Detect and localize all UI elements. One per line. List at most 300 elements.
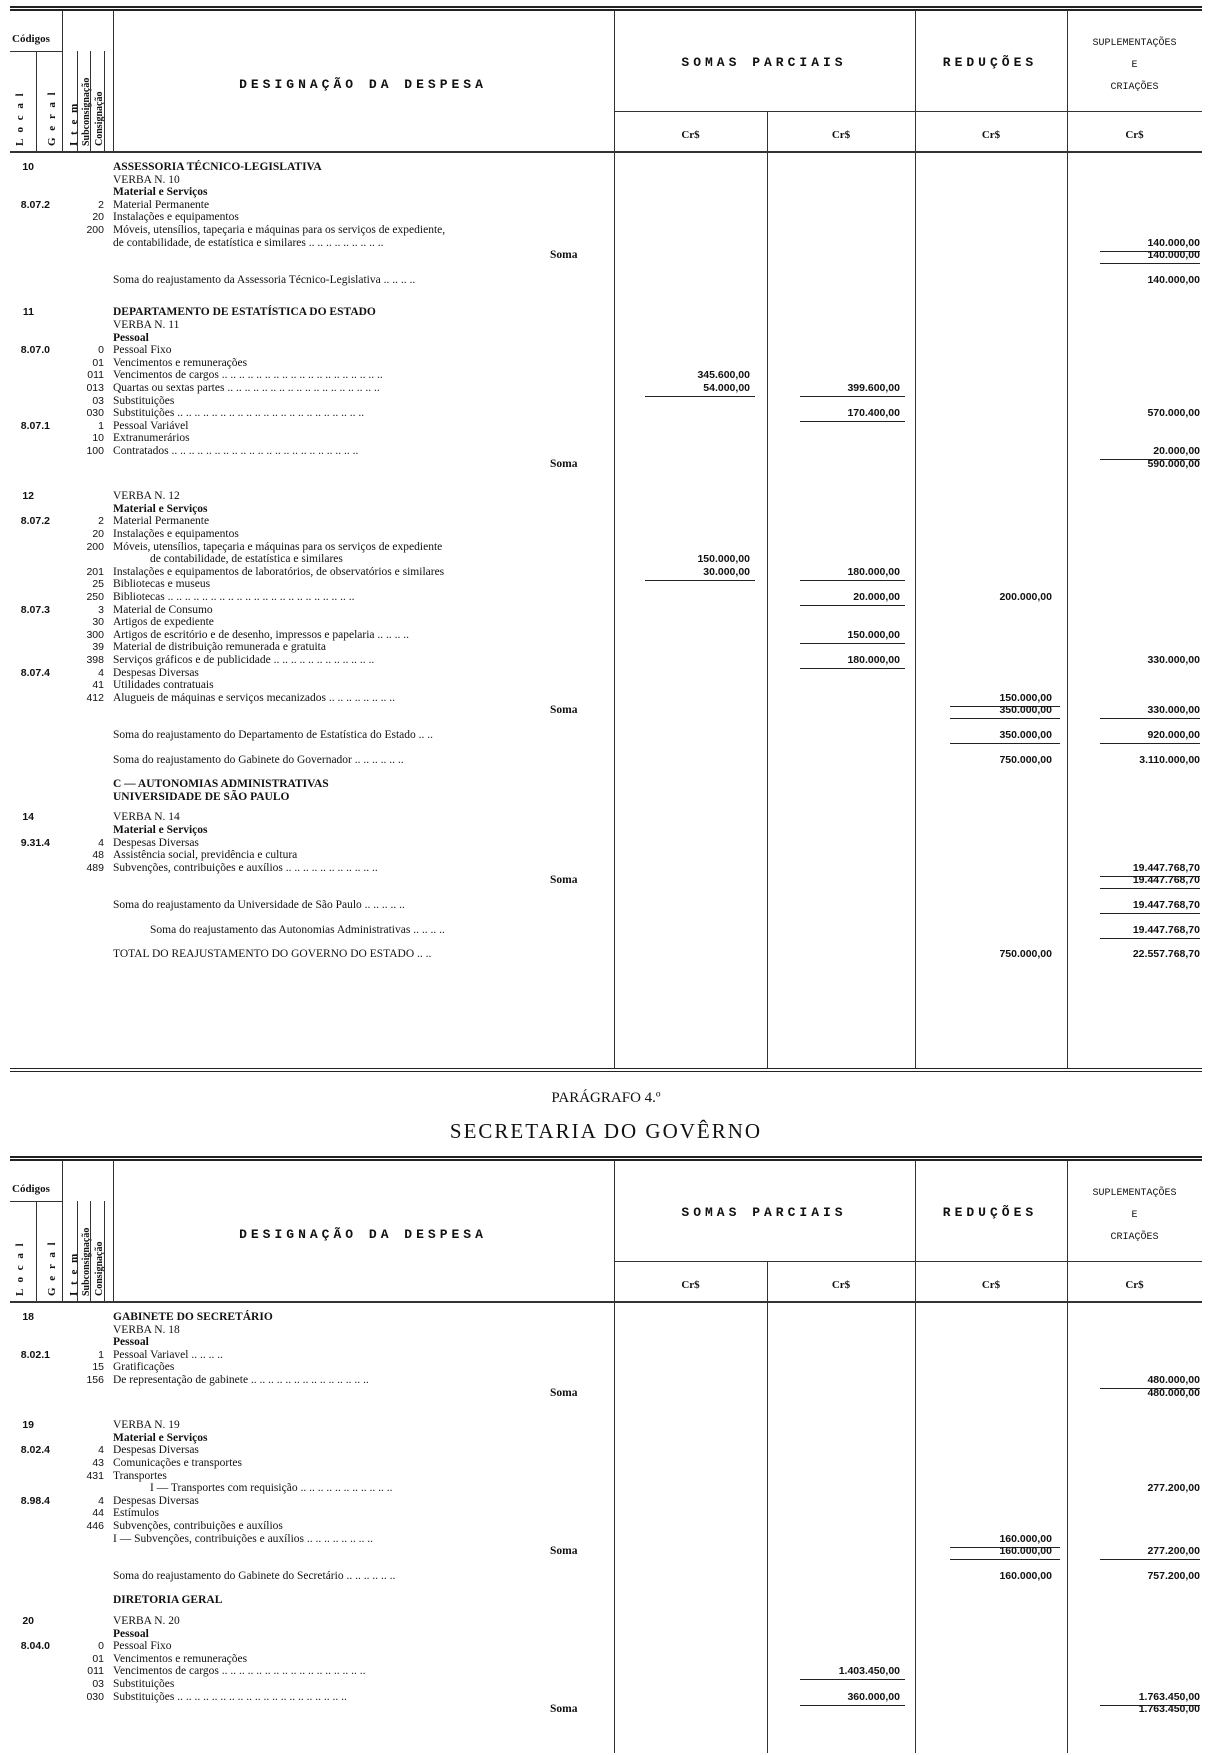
table-row	[10, 566, 1202, 578]
item-cell: 48	[92, 849, 104, 862]
table-row	[10, 382, 1202, 394]
description-cell: C — AUTONOMIAS ADMINISTRATIVAS	[113, 778, 329, 791]
table-row	[10, 224, 1202, 236]
description-cell: Despesas Diversas	[113, 1444, 199, 1457]
item-cell: 300	[86, 628, 104, 641]
currency-label: Cr$	[981, 129, 1001, 141]
description-cell: Material de Consumo	[113, 603, 213, 616]
table-row	[10, 1419, 1202, 1431]
p2-cell: 180.000,00	[847, 654, 900, 666]
table-row	[10, 249, 1202, 261]
geral-cell: 8.07.1	[20, 419, 50, 432]
table-row	[10, 604, 1202, 616]
description-cell: VERBA N. 11	[113, 319, 180, 331]
table-row	[10, 344, 1202, 356]
table-row	[10, 1361, 1202, 1373]
table-body	[10, 1303, 1202, 1753]
description-cell: Utilidades contratuais	[113, 679, 214, 692]
item-cell: 4	[98, 836, 104, 849]
table-row	[10, 541, 1202, 553]
p2-cell: 20.000,00	[853, 591, 900, 603]
description-cell: Subvenções, contribuições e auxílios .. .. .. .. .. .. .. .. .. .. ..	[113, 861, 378, 874]
suplementacoes-label: SUPLEMENTAÇÕES	[1092, 38, 1177, 49]
s-cell: 330.000,00	[1147, 654, 1200, 666]
paragraph-title: PARÁGRAFO 4.º	[551, 1090, 661, 1106]
geral-cell: 8.02.1	[20, 1348, 50, 1361]
item-cell: 4	[98, 1494, 104, 1507]
description-cell: Pessoal Fixo	[113, 344, 172, 357]
table-row	[10, 458, 1202, 470]
table-row	[10, 824, 1202, 836]
s-cell: 920.000,00	[1147, 729, 1200, 741]
description-cell: VERBA N. 18	[113, 1323, 180, 1336]
e-label: E	[1131, 60, 1138, 71]
description-cell: Móveis, utensílios, tapeçaria e máquinas para os serviços de expediente,	[113, 224, 446, 236]
table-row	[10, 862, 1202, 874]
local-cell: 19	[22, 1419, 34, 1432]
table-row	[10, 1640, 1202, 1652]
table-row	[10, 332, 1202, 344]
item-cell: 489	[86, 861, 104, 874]
table-row	[10, 490, 1202, 502]
description-cell: Comunicações e transportes	[113, 1457, 243, 1469]
description-cell: VERBA N. 12	[113, 490, 180, 503]
description-cell: Pessoal	[113, 1627, 149, 1640]
description-cell: ASSESSORIA TÉCNICO-LEGISLATIVA	[113, 161, 322, 173]
description-cell: Material de distribuição remunerada e gratuita	[113, 641, 326, 654]
item-cell: 25	[92, 578, 104, 591]
reducoes-header: REDUÇÕES	[942, 55, 1038, 70]
item-cell: 250	[86, 591, 104, 603]
table-row	[10, 274, 1202, 286]
table-row	[10, 1703, 1202, 1715]
s-cell: 330.000,00	[1147, 704, 1200, 717]
s-cell: 1.763.450,00	[1138, 1703, 1200, 1716]
s-cell: 277.200,00	[1147, 1482, 1200, 1495]
designacao-header: DESIGNAÇÃO DA DESPESA	[239, 77, 487, 92]
table-row	[10, 1457, 1202, 1469]
consignacao-label: Consignação	[94, 91, 105, 146]
table-row	[10, 199, 1202, 211]
item-cell: 0	[98, 1640, 104, 1653]
description-cell: Instalações e equipamentos	[113, 528, 239, 540]
consignacao-label: Consignação	[94, 1241, 105, 1296]
description-cell: I — Subvenções, contribuições e auxílios .. .. .. .. .. .. .. ..	[113, 1532, 373, 1545]
item-cell: 03	[92, 394, 104, 407]
somas-parciais-header: SOMAS PARCIAIS	[681, 55, 847, 70]
table-row	[10, 754, 1202, 766]
description-cell: Soma	[550, 1386, 578, 1399]
description-cell: VERBA N. 20	[113, 1615, 180, 1627]
p2-cell: 399.600,00	[847, 382, 900, 394]
description-cell: Soma do reajustamento das Autonomias Administrativas .. .. .. ..	[150, 923, 445, 936]
description-cell: Material e Serviços	[113, 824, 208, 836]
table-row	[10, 948, 1202, 960]
description-cell: De representação de gabinete .. .. .. .. .. .. .. .. .. .. .. .. .. ..	[113, 1374, 369, 1386]
secretaria-title: SECRETARIA DO GOVÊRNO	[449, 1119, 763, 1143]
p1-cell: 54.000,00	[703, 382, 750, 394]
s-cell: 19.447.768,70	[1132, 923, 1200, 936]
table-row	[10, 704, 1202, 716]
p1-cell: 30.000,00	[703, 565, 750, 578]
s-cell: 140.000,00	[1147, 249, 1200, 262]
r-cell: 750.000,00	[999, 753, 1052, 766]
description-cell: Soma	[550, 1545, 578, 1558]
table-row	[10, 1495, 1202, 1507]
table-row	[10, 874, 1202, 886]
table-row	[10, 1533, 1202, 1545]
description-cell: Soma do reajustamento do Gabinete do Governador .. .. .. .. .. ..	[113, 753, 404, 766]
table-row	[10, 503, 1202, 515]
description-cell: Despesas Diversas	[113, 666, 199, 679]
table-row	[10, 1665, 1202, 1677]
table-row	[10, 1594, 1202, 1606]
item-cell: 201	[86, 565, 104, 578]
description-cell: Substituições .. .. .. .. .. .. .. .. .. .. .. .. .. .. .. .. .. .. .. ..	[113, 1690, 347, 1703]
item-cell: 3	[98, 603, 104, 616]
item-cell: 100	[86, 445, 104, 457]
suplementacoes-header	[1067, 33, 1202, 99]
geral-cell: 8.07.2	[20, 515, 50, 528]
local-cell: 12	[22, 490, 34, 503]
description-cell: Estímulos	[113, 1507, 160, 1520]
r-cell: 150.000,00	[999, 691, 1052, 704]
geral-label: G e r a l	[46, 90, 58, 146]
local-cell: 10	[22, 161, 34, 173]
item-cell: 200	[86, 224, 104, 236]
item-cell: 1	[98, 1348, 104, 1361]
item-cell: 30	[92, 616, 104, 629]
item-cell: 20	[92, 528, 104, 540]
item-cell: 2	[98, 515, 104, 528]
geral-cell: 8.04.0	[20, 1640, 50, 1653]
item-label: I t e m	[68, 1251, 80, 1296]
geral-cell: 8.07.2	[20, 198, 50, 211]
geral-cell: 8.07.4	[20, 666, 50, 679]
r-cell: 160.000,00	[999, 1569, 1052, 1582]
s-cell: 757.200,00	[1147, 1569, 1200, 1582]
table-header	[10, 1156, 1202, 1303]
table-row	[10, 528, 1202, 540]
item-cell: 431	[86, 1469, 104, 1482]
description-cell: Vencimentos e remunerações	[113, 1652, 248, 1665]
item-cell: 200	[86, 540, 104, 553]
description-cell: Substituições	[113, 394, 175, 407]
table-row	[10, 186, 1202, 198]
table-row	[10, 578, 1202, 590]
currency-label: Cr$	[681, 129, 700, 141]
table-row	[10, 837, 1202, 849]
table-header	[10, 6, 1202, 153]
designacao-header: DESIGNAÇÃO DA DESPESA	[239, 1227, 487, 1242]
geral-cell: 8.07.0	[20, 344, 50, 357]
table-row	[10, 1444, 1202, 1456]
description-cell: Alugueis de máquinas e serviços mecanizados .. .. .. .. .. .. .. ..	[113, 691, 396, 704]
currency-label: Cr$	[1125, 1279, 1144, 1291]
currency-label: Cr$	[1125, 129, 1144, 141]
s-cell: 19.447.768,70	[1132, 861, 1200, 874]
item-cell: 1	[98, 419, 104, 432]
description-cell: Soma	[550, 704, 578, 717]
s-cell: 19.447.768,70	[1132, 874, 1200, 887]
item-cell: 011	[87, 369, 104, 382]
table-row	[10, 1432, 1202, 1444]
s-cell: 3.110.000,00	[1139, 753, 1200, 766]
description-cell: Soma	[550, 457, 578, 470]
local-label: L o c a l	[14, 1241, 26, 1296]
table-row	[10, 899, 1202, 911]
s-cell: 140.000,00	[1147, 236, 1200, 249]
p1-cell: 345.600,00	[697, 369, 750, 382]
description-cell: Material e Serviços	[113, 1431, 208, 1444]
expense-table-2	[10, 1156, 1202, 1753]
description-cell: Material e Serviços	[113, 186, 208, 199]
table-row	[10, 319, 1202, 331]
description-cell: Contratados .. .. .. .. .. .. .. .. .. .. .. .. .. .. .. .. .. .. .. .. .. ..	[113, 445, 359, 457]
suplementacoes-header	[1067, 1183, 1202, 1249]
s-cell: 480.000,00	[1147, 1374, 1200, 1386]
table-row	[10, 641, 1202, 653]
description-cell: Material Permanente	[113, 198, 210, 211]
table-row	[10, 1545, 1202, 1557]
item-cell: 39	[92, 641, 104, 654]
description-cell: Bibliotecas .. .. .. .. .. .. .. .. .. .. .. .. .. .. .. .. .. .. .. .. .. ..	[113, 591, 355, 603]
r-cell: 200.000,00	[999, 591, 1052, 603]
description-cell: Substituições	[113, 1678, 175, 1690]
description-cell: Pessoal	[113, 1336, 149, 1349]
currency-label: Cr$	[831, 129, 851, 141]
r-cell: 350.000,00	[999, 729, 1052, 741]
table-row	[10, 849, 1202, 861]
table-row	[10, 1520, 1202, 1532]
table-row	[10, 616, 1202, 628]
description-cell: Soma do reajustamento do Departamento de Estatística do Estado .. ..	[113, 729, 434, 741]
description-cell: Extranumerários	[113, 432, 190, 445]
item-cell: 41	[92, 679, 104, 692]
table-row	[10, 667, 1202, 679]
local-cell: 11	[22, 306, 34, 319]
local-label: L o c a l	[14, 91, 26, 146]
item-cell: 4	[98, 666, 104, 679]
geral-cell: 8.02.4	[20, 1444, 50, 1457]
table-row	[10, 369, 1202, 381]
table-row	[10, 420, 1202, 432]
description-cell: Soma	[550, 874, 578, 887]
item-cell: 44	[92, 1507, 104, 1520]
subconsignacao-label: Subconsignação	[81, 77, 92, 146]
description-cell: Soma	[550, 249, 578, 262]
table-row	[10, 729, 1202, 741]
description-cell: Vencimentos e remunerações	[113, 356, 248, 369]
description-cell: Artigos de expediente	[113, 616, 214, 629]
description-cell: de contabilidade, de estatística e similares	[150, 553, 343, 566]
s-cell: 480.000,00	[1147, 1386, 1200, 1399]
description-cell: Serviços gráficos e de publicidade .. .. .. .. .. .. .. .. .. .. .. ..	[113, 654, 375, 666]
s-cell: 277.200,00	[1147, 1545, 1200, 1558]
r-cell: 160.000,00	[999, 1545, 1052, 1558]
item-cell: 03	[92, 1678, 104, 1690]
description-cell: VERBA N. 14	[113, 811, 180, 824]
local-cell: 18	[22, 1311, 34, 1323]
table-row	[10, 1311, 1202, 1323]
description-cell: Material e Serviços	[113, 502, 208, 515]
description-cell: VERBA N. 19	[113, 1419, 180, 1432]
description-cell: Pessoal	[113, 331, 149, 344]
geral-cell: 8.07.3	[20, 603, 50, 616]
item-cell: 15	[92, 1361, 104, 1374]
item-cell: 446	[86, 1520, 104, 1532]
description-cell: UNIVERSIDADE DE SÃO PAULO	[113, 790, 290, 803]
table-row	[10, 211, 1202, 223]
suplementacoes-label: SUPLEMENTAÇÕES	[1092, 1188, 1177, 1199]
s-cell: 20.000,00	[1153, 445, 1200, 457]
table-row	[10, 692, 1202, 704]
table-row	[10, 445, 1202, 457]
table-row	[10, 407, 1202, 419]
item-cell: 43	[92, 1457, 104, 1469]
description-cell: Vencimentos de cargos .. .. .. .. .. .. .. .. .. .. .. .. .. .. .. .. ..	[113, 1665, 366, 1678]
table-row	[10, 924, 1202, 936]
table-row	[10, 1678, 1202, 1690]
item-cell: 011	[87, 1665, 104, 1678]
description-cell: Pessoal Variável	[113, 419, 189, 432]
currency-label: Cr$	[831, 1279, 851, 1291]
item-cell: 2	[98, 198, 104, 211]
description-cell: Pessoal Variavel .. .. .. ..	[113, 1348, 223, 1361]
table-row	[10, 1470, 1202, 1482]
table-row	[10, 515, 1202, 527]
codigos-label: Códigos	[12, 33, 50, 45]
table-row	[10, 1482, 1202, 1494]
description-cell: de contabilidade, de estatística e similares .. .. .. .. .. .. .. .. ..	[113, 236, 384, 249]
description-cell: Pessoal Fixo	[113, 1640, 172, 1653]
description-cell: Móveis, utensílios, tapeçaria e máquinas para os serviços de expediente	[113, 540, 443, 553]
currency-label: Cr$	[981, 1279, 1001, 1291]
criacoes-label: CRIAÇÕES	[1110, 1232, 1159, 1243]
s-cell: 22.557.768,70	[1132, 948, 1200, 961]
description-cell: Gratificações	[113, 1361, 175, 1374]
p2-cell: 360.000,00	[847, 1690, 900, 1703]
description-cell: Subvenções, contribuições e auxílios	[113, 1520, 283, 1532]
r-cell: 350.000,00	[999, 704, 1052, 717]
item-cell: 01	[92, 1652, 104, 1665]
description-cell: Soma do reajustamento do Gabinete do Secretário .. .. .. .. .. ..	[113, 1569, 396, 1582]
description-cell: I — Transportes com requisição .. .. .. .. .. .. .. .. .. .. ..	[150, 1482, 393, 1495]
description-cell: Quartas ou sextas partes .. .. .. .. .. .. .. .. .. .. .. .. .. .. .. .. .. ..	[113, 382, 380, 394]
item-cell: 0	[98, 344, 104, 357]
description-cell: VERBA N. 10	[113, 173, 180, 186]
table-row	[10, 432, 1202, 444]
r-cell: 750.000,00	[999, 948, 1052, 961]
geral-cell: 8.98.4	[20, 1494, 50, 1507]
description-cell: Despesas Diversas	[113, 836, 199, 849]
table-row	[10, 654, 1202, 666]
table-row	[10, 1628, 1202, 1640]
item-label: I t e m	[68, 101, 80, 146]
table-row	[10, 1691, 1202, 1703]
item-cell: 398	[86, 654, 104, 666]
description-cell: GABINETE DO SECRETÁRIO	[113, 1311, 273, 1323]
geral-label: G e r a l	[46, 1240, 58, 1296]
e-label: E	[1131, 1210, 1138, 1221]
somas-parciais-header: SOMAS PARCIAIS	[681, 1205, 847, 1220]
p2-cell: 1.403.450,00	[838, 1665, 900, 1678]
description-cell: Instalações e equipamentos	[113, 211, 239, 224]
description-cell: Bibliotecas e museus	[113, 578, 211, 591]
r-cell: 160.000,00	[999, 1532, 1052, 1545]
table-row	[10, 679, 1202, 691]
table-row	[10, 1387, 1202, 1399]
description-cell: Instalações e equipamentos de laboratórios, de observatórios e similares	[113, 565, 445, 578]
description-cell: Vencimentos de cargos .. .. .. .. .. .. .. .. .. .. .. .. .. .. .. .. .. .. ..	[113, 369, 383, 382]
table-row	[10, 1336, 1202, 1348]
table-row	[10, 1349, 1202, 1361]
s-cell: 570.000,00	[1147, 407, 1200, 420]
table-row	[10, 1507, 1202, 1519]
s-cell: 140.000,00	[1147, 273, 1200, 286]
description-cell: DEPARTAMENTO DE ESTATÍSTICA DO ESTADO	[113, 306, 376, 319]
table-row	[10, 237, 1202, 249]
currency-label: Cr$	[681, 1279, 700, 1291]
p2-cell: 180.000,00	[847, 565, 900, 578]
s-cell: 19.447.768,70	[1132, 899, 1200, 911]
table-row	[10, 591, 1202, 603]
description-cell: Transportes	[113, 1469, 167, 1482]
item-cell: 20	[92, 211, 104, 224]
item-cell: 10	[92, 432, 104, 445]
table-row	[10, 174, 1202, 186]
item-cell: 01	[92, 356, 104, 369]
codigos-label: Códigos	[12, 1183, 50, 1195]
p2-cell: 150.000,00	[847, 628, 900, 641]
p1-cell: 150.000,00	[697, 553, 750, 566]
table-row	[10, 1324, 1202, 1336]
subconsignacao-label: Subconsignação	[81, 1227, 92, 1296]
table-row	[10, 1653, 1202, 1665]
table-row	[10, 395, 1202, 407]
s-cell: 590.000,00	[1147, 457, 1200, 470]
criacoes-label: CRIAÇÕES	[1110, 82, 1159, 93]
item-cell: 4	[98, 1444, 104, 1457]
table-row	[10, 778, 1202, 790]
item-cell: 156	[86, 1374, 104, 1386]
reducoes-header: REDUÇÕES	[942, 1205, 1038, 1220]
geral-cell: 9.31.4	[20, 836, 50, 849]
table-row	[10, 161, 1202, 173]
item-cell: 013	[86, 382, 104, 394]
table-row	[10, 791, 1202, 803]
table-body	[10, 153, 1202, 1072]
description-cell: Assistência social, previdência e cultura	[113, 849, 298, 862]
description-cell: DIRETORIA GERAL	[113, 1594, 223, 1607]
item-cell: 030	[86, 407, 104, 420]
description-cell: Material Permanente	[113, 515, 210, 528]
local-cell: 14	[22, 811, 34, 824]
local-cell: 20	[22, 1615, 34, 1627]
description-cell: TOTAL DO REAJUSTAMENTO DO GOVERNO DO ESTADO .. ..	[113, 948, 432, 961]
table-row	[10, 629, 1202, 641]
s-cell: 1.763.450,00	[1138, 1690, 1200, 1703]
item-cell: 412	[86, 691, 104, 704]
description-cell: Soma	[550, 1703, 578, 1716]
table-row	[10, 357, 1202, 369]
table-row	[10, 1374, 1202, 1386]
description-cell: Despesas Diversas	[113, 1494, 199, 1507]
table-row	[10, 553, 1202, 565]
description-cell: Substituições .. .. .. .. .. .. .. .. .. .. .. .. .. .. .. .. .. .. .. .. .. ..	[113, 407, 365, 420]
table-row	[10, 811, 1202, 823]
item-cell: 030	[86, 1690, 104, 1703]
